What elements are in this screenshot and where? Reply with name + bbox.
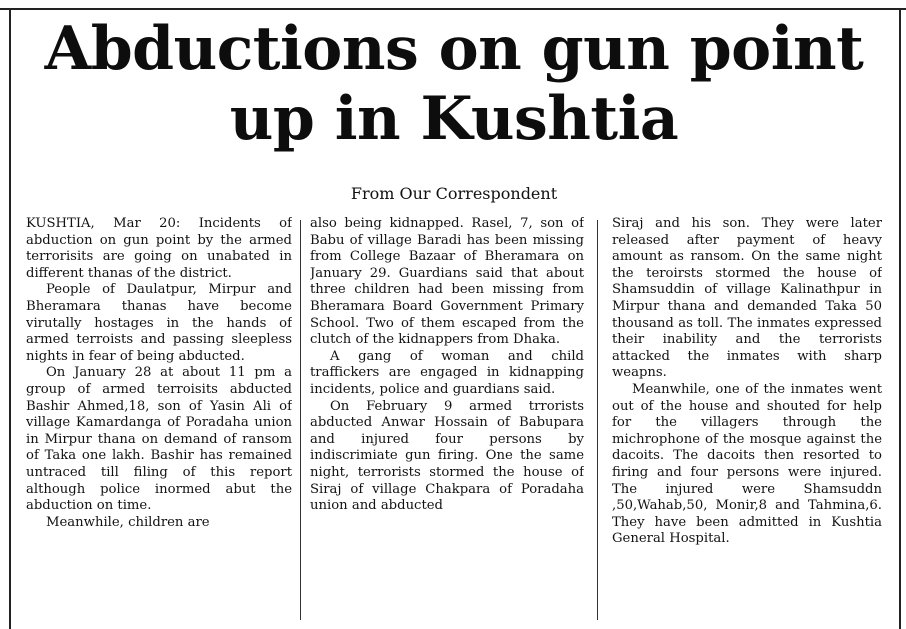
paragraph: Siraj and his son. They were later released after payment of heavy amount as ransom. On the same night the teroirsts stormed the house of Shamsuddin of village Kalinathpur in Mirpur thana and demanded Taka 50 thousand as toll. The inmates expressed their inability and the terrorists attacked the inmates with sharp weapns. bbox=[612, 216, 882, 381]
paragraph: also being kidnapped. Rasel, 7, son of Babu of village Baradi has been missing from College Bazaar of Bheramara on January 29. Guardians said that about three children had been missing from Bheramara Board Government Primary School. Two of them escaped from the clutch of the kidnappers from Dhaka. bbox=[310, 216, 584, 348]
paragraph: On February 9 armed trrorists abducted Anwar Hossain of Babupara and injured four persons by indiscrimiate gun firing. One the same night, terrorists stormed the house of Siraj of village Chakpara of Poradaha union and abducted bbox=[310, 398, 584, 514]
article-column-2 bbox=[310, 216, 584, 629]
article-column-1 bbox=[26, 216, 292, 629]
headline-line-2: up in Kushtia bbox=[229, 84, 679, 154]
headline-line-1: Abductions on gun point bbox=[44, 14, 864, 84]
paragraph: KUSHTIA, Mar 20: Incidents of abduction on gun point by the armed terrorisits are going on unabated in different thanas of the district. bbox=[26, 216, 292, 281]
article-column-3 bbox=[612, 216, 882, 629]
right-border-rule bbox=[899, 8, 901, 629]
column-divider bbox=[300, 220, 301, 620]
paragraph: On January 28 at about 11 pm a group of armed terroisits abducted Bashir Ahmed,18, son of Yasin Ali of village Kamardanga of Poradaha union in Mirpur thana on demand of ransom of Taka one lakh. Bashir has remained untraced till filing of this report although police inormed abut the abduction on time. bbox=[26, 365, 292, 514]
article-headline bbox=[14, 14, 894, 154]
paragraph: People of Daulatpur, Mirpur and Bheramara thanas have become virutally hostages in the hands of armed terroists and passing sleepless nights in fear of being abducted. bbox=[26, 282, 292, 364]
paragraph: Meanwhile, children are bbox=[46, 514, 210, 530]
article-byline: From Our Correspondent bbox=[350, 184, 558, 203]
paragraph: A gang of woman and child traffickers are engaged in kidnapping incidents, police and guardians said. bbox=[310, 348, 584, 397]
left-border-rule bbox=[9, 8, 11, 629]
top-border-rule bbox=[0, 8, 906, 10]
column-divider bbox=[597, 220, 598, 620]
paragraph: Meanwhile, one of the inmates went out of the house and shouted for help for the villagers through the michrophone of the mosque against the dacoits. The dacoits then resorted to firing and four persons were injured. The injured were Shamsuddn ,50,Wahab,50, Monir,8 and Tahmina,6. They have been admitted in Kushtia General Hospital. bbox=[612, 381, 882, 547]
